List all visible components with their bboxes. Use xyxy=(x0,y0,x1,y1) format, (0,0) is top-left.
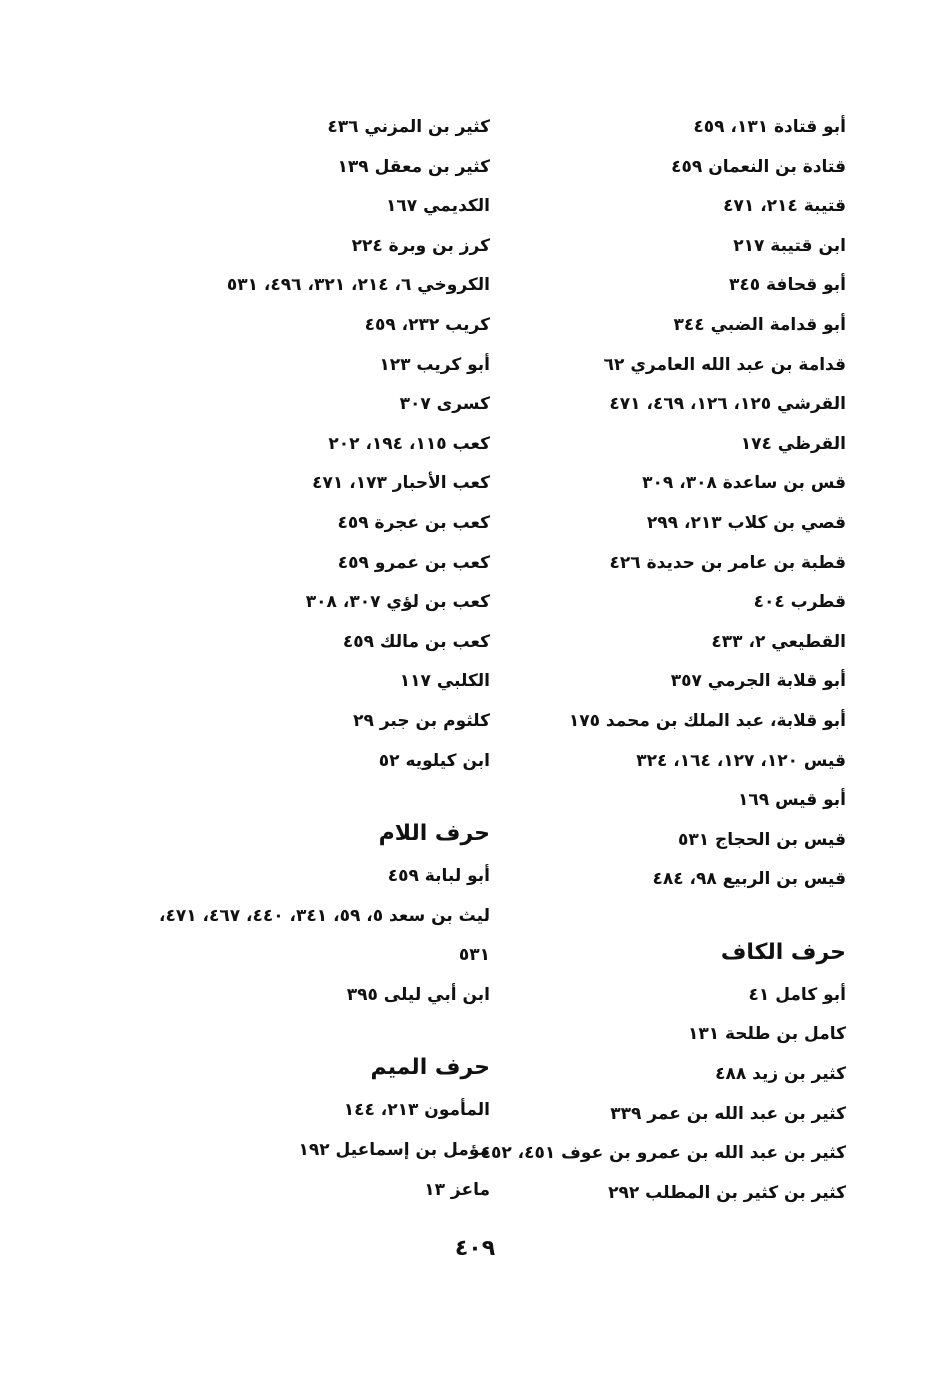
index-entry: المأمون ٢١٣، ١٤٤ xyxy=(343,1100,490,1121)
section-heading-kaf: حرف الكاف xyxy=(720,939,846,965)
index-entry: كلثوم بن جبر ٢٩ xyxy=(353,710,490,731)
index-entry: كثير بن كثير بن المطلب ٢٩٢ xyxy=(608,1182,846,1203)
index-entry: كريب ٢٣٢، ٤٥٩ xyxy=(364,314,490,335)
index-entry: أبو كامل ٤١ xyxy=(748,984,846,1005)
index-entry: كثير بن عبد الله بن عمرو بن عوف ٤٥١، ٤٥٢ xyxy=(480,1143,846,1164)
index-entry: الكروخي ٦، ٢١٤، ٣٢١، ٤٩٦، ٥٣١ xyxy=(226,275,490,296)
index-entry: كرز بن وبرة ٢٢٤ xyxy=(351,235,490,256)
index-entry: أبو قحافة ٣٤٥ xyxy=(728,275,846,296)
index-entry: كعب بن مالك ٤٥٩ xyxy=(342,631,490,652)
index-entry: الكديمي ١٦٧ xyxy=(386,196,490,217)
index-entry: كعب بن عمرو ٤٥٩ xyxy=(337,552,490,573)
section-spacer xyxy=(130,781,490,811)
index-entry: قتيبة ٢١٤، ٤٧١ xyxy=(723,196,846,217)
index-column-left xyxy=(130,108,490,1210)
section-spacer xyxy=(130,1015,490,1045)
index-entry: كثير بن زيد ٤٨٨ xyxy=(715,1064,846,1085)
index-entry: كعب الأحبار ١٧٣، ٤٧١ xyxy=(312,473,490,494)
index-entry: القطيعي ٢، ٤٣٣ xyxy=(711,631,846,652)
index-entry: ليث بن سعد ٥، ٥٩، ٣٤١، ٤٤٠، ٤٦٧، ٤٧١، xyxy=(158,905,490,926)
index-entry: قس بن ساعدة ٣٠٨، ٣٠٩ xyxy=(642,473,846,494)
index-entry: كثير بن المزني ٤٣٦ xyxy=(327,117,490,137)
index-entry: قيس بن الحجاج ٥٣١ xyxy=(677,829,846,850)
index-entry: قيس بن الربيع ٩٨، ٤٨٤ xyxy=(652,869,846,890)
index-entry: قصي بن كلاب ٢١٣، ٢٩٩ xyxy=(646,512,846,533)
index-entry: ٥٣١ xyxy=(458,945,490,966)
index-entry: أبو قتادة ١٣١، ٤٥٩ xyxy=(693,117,846,137)
index-entry: كعب ١١٥، ١٩٤، ٢٠٢ xyxy=(328,433,490,454)
index-entry: كثير بن معقل ١٣٩ xyxy=(337,156,490,177)
section-heading-lam: حرف اللام xyxy=(378,821,490,847)
index-entry: ابن قتيبة ٢١٧ xyxy=(733,235,846,256)
index-entry: القرشي ١٢٥، ١٢٦، ٤٦٩، ٤٧١ xyxy=(609,394,846,415)
index-entry: الكلبي ١١٧ xyxy=(399,671,490,692)
section-heading-mim: حرف الميم xyxy=(370,1055,490,1081)
index-entry: قدامة بن عبد الله العامري ٦٢ xyxy=(603,354,846,375)
index-entry: أبو كريب ١٢٣ xyxy=(379,354,490,375)
index-entry: كعب بن عجرة ٤٥٩ xyxy=(337,512,490,533)
index-entry: ماعز ١٣ xyxy=(424,1179,490,1200)
index-entry: ابن كيلويه ٥٢ xyxy=(378,750,490,771)
index-entry: أبو لبابة ٤٥٩ xyxy=(387,866,490,887)
index-entry: كثير بن عبد الله بن عمر ٣٣٩ xyxy=(610,1103,846,1124)
index-entry: أبو قلابة، عبد الملك بن محمد ١٧٥ xyxy=(568,710,846,731)
index-entry: أبو قيس ١٦٩ xyxy=(738,790,846,811)
index-entry: قطرب ٤٠٤ xyxy=(753,592,846,613)
page-number: ٤٠٩ xyxy=(454,1236,496,1261)
index-entry: قتادة بن النعمان ٤٥٩ xyxy=(671,156,846,177)
index-entry: أبو قلابة الجرمي ٣٥٧ xyxy=(670,671,846,692)
index-entry: مؤمل بن إسماعيل ١٩٢ xyxy=(298,1140,490,1161)
index-entry: القرظي ١٧٤ xyxy=(740,433,846,454)
index-entry: ابن أبي ليلى ٣٩٥ xyxy=(346,984,490,1005)
index-entry: أبو قدامة الضبي ٣٤٤ xyxy=(673,314,846,335)
index-entry: قطبة بن عامر بن حديدة ٤٢٦ xyxy=(609,552,846,573)
index-entry: كسرى ٣٠٧ xyxy=(399,394,490,415)
index-entry: كعب بن لؤي ٣٠٧، ٣٠٨ xyxy=(305,592,490,613)
index-entry: كامل بن طلحة ١٣١ xyxy=(687,1024,846,1045)
index-entry: قيس ١٢٠، ١٢٧، ١٦٤، ٣٢٤ xyxy=(636,750,846,771)
